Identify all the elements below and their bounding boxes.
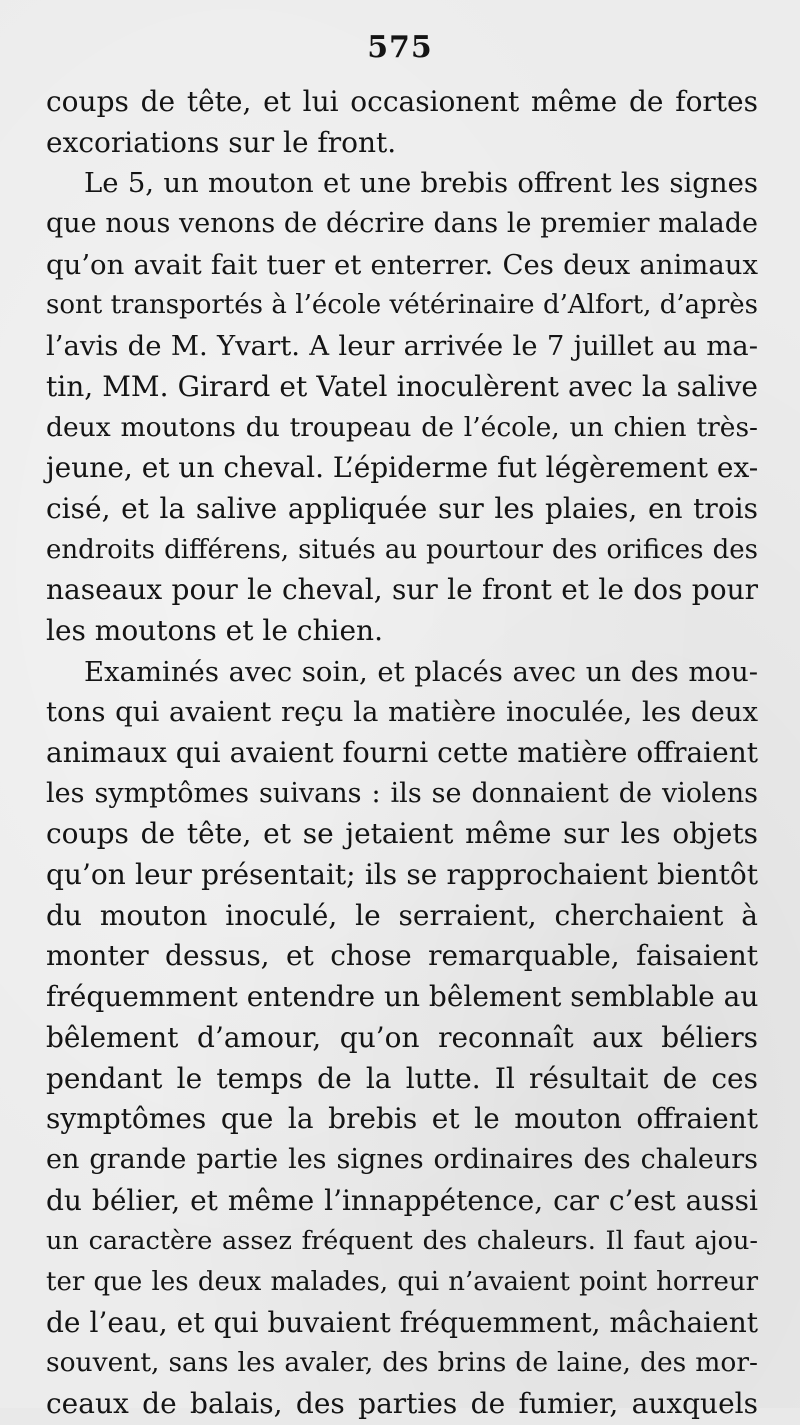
text-line: que nous venons de décrire dans le premier malade xyxy=(46,208,758,240)
text-line: l’avis de M. Yvart. A leur arrivée le 7 juillet au ma- xyxy=(46,330,758,363)
body-text xyxy=(46,82,758,1425)
text-line: tin, MM. Girard et Vatel inoculèrent avec la salive xyxy=(46,369,758,403)
text-line: endroits différens, situés au pourtour des orifices des xyxy=(46,534,758,565)
text-line: cisé, et la salive appliquée sur les plaies, en trois xyxy=(46,491,758,525)
text-line: qu’on avait fait tuer et enterrer. Ces deux animaux xyxy=(46,248,758,281)
text-line: deux moutons du troupeau de l’école, un chien très- xyxy=(46,411,758,443)
text-line: un caractère assez fréquent des chaleurs. Il faut ajou- xyxy=(46,1226,758,1257)
text-line: coups de tête, et se jetaient même sur les objets xyxy=(46,817,758,851)
text-line: ter que les deux malades, qui n’avaient point horreur xyxy=(46,1266,758,1297)
text-line: jeune, et un cheval. L’épiderme fut légèrement ex- xyxy=(46,451,759,485)
text-line: tons qui avaient reçu la matière inoculée, les deux xyxy=(46,696,758,729)
text-line: monter dessus, et chose remarquable, faisaient xyxy=(46,939,758,973)
text-line: bêlement d’amour, qu’on reconnaît aux béliers xyxy=(46,1020,758,1054)
text-line: Examinés avec soin, et placés avec un des mou- xyxy=(84,655,758,688)
text-line: animaux qui avaient fourni cette matière offraient xyxy=(46,736,758,769)
text-line: du mouton inoculé, le serraient, cherchaient à xyxy=(46,898,758,932)
text-line: excoriations sur le front. xyxy=(46,125,397,159)
text-line: les moutons et le chien. xyxy=(46,613,383,647)
text-line: en grande partie les signes ordinaires des chaleurs xyxy=(46,1143,758,1175)
text-line: les symptômes suivans : ils se donnaient de violens xyxy=(46,777,758,809)
text-line: sont transportés à l’école vétérinaire d’Alfort, d’après xyxy=(46,290,758,321)
text-line: de l’eau, et qui buvaient fréquemment, mâchaient xyxy=(46,1305,758,1339)
text-line: naseaux pour le cheval, sur le front et le dos pour xyxy=(46,573,758,607)
text-line: pendant le temps de la lutte. Il résultait de ces xyxy=(46,1061,758,1095)
text-line: souvent, sans les avaler, des brins de laine, des mor- xyxy=(46,1347,758,1379)
text-line: qu’on leur présentait; ils se rapprochaient bientôt xyxy=(46,858,758,892)
text-line: ceaux de balais, des parties de fumier, auxquels xyxy=(46,1387,758,1420)
page-number: 575 xyxy=(367,30,433,65)
text-line: symptômes que la brebis et le mouton offraient xyxy=(46,1102,758,1136)
text-line: coups de tête, et lui occasionent même de fortes xyxy=(46,85,758,118)
text-line: Le 5, un mouton et une brebis offrent les signes xyxy=(84,167,758,200)
text-line: du bélier, et même l’innappétence, car c’est aussi xyxy=(46,1183,758,1217)
text-line: fréquemment entendre un bêlement semblable au xyxy=(46,980,759,1014)
